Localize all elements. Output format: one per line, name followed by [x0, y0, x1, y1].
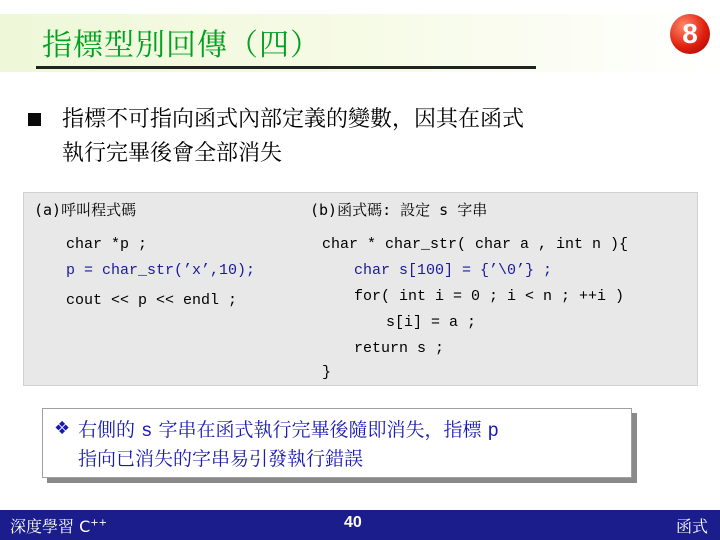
- footer-page-number: 40: [344, 514, 362, 531]
- page-title: 指標型別回傳（四）: [42, 28, 321, 63]
- function-code-line-4: s[i] = a ;: [386, 314, 477, 331]
- footer-course-sup: ++: [90, 517, 108, 529]
- footer-course-name: 深度學習 C: [10, 517, 91, 536]
- diamond-bullet-icon: ❖: [54, 418, 71, 439]
- function-code-header: (b)函式碼: 設定 s 字串: [310, 201, 488, 219]
- function-code-line-2: char s[100] = {’\0’} ;: [354, 262, 553, 279]
- function-code-line-1: char * char_str( char a , int n ){: [322, 236, 629, 253]
- footer-course-title: [10, 514, 107, 537]
- caller-code-header: (a)呼叫程式碼: [34, 201, 137, 219]
- main-bullet-line1: 指標不可指向函式內部定義的變數，因其在函式: [62, 107, 525, 132]
- note-text: [78, 416, 638, 473]
- function-code-line-3: for( int i = 0 ; i < n ; ++i ): [354, 288, 625, 305]
- main-bullet-line2: 執行完畢後會全部消失: [62, 141, 283, 166]
- title-underline: [36, 66, 536, 69]
- note-s-variable: s: [141, 420, 153, 442]
- function-code-line-5: return s ;: [354, 340, 445, 357]
- caller-code-line-3: cout << p << endl ;: [66, 292, 238, 309]
- slide-number-badge: 8: [670, 14, 710, 54]
- caller-code-line-1: char *p ;: [66, 236, 148, 253]
- note-p-variable: p: [487, 420, 499, 442]
- function-code-line-6: }: [322, 364, 332, 381]
- note-line-2: 指向已消失的字串易引發執行錯誤: [78, 448, 364, 470]
- square-bullet-icon: [28, 113, 41, 126]
- note-line-1: [78, 416, 638, 445]
- note-line-1-pre: 右側的: [78, 419, 142, 441]
- note-line-1-mid: 字串在函式執行完畢後隨即消失，指標: [152, 419, 488, 441]
- main-bullet-text: [62, 103, 662, 171]
- footer-chapter: 函式: [676, 517, 709, 536]
- caller-code-line-2: p = char_str(’x’,10);: [66, 262, 256, 279]
